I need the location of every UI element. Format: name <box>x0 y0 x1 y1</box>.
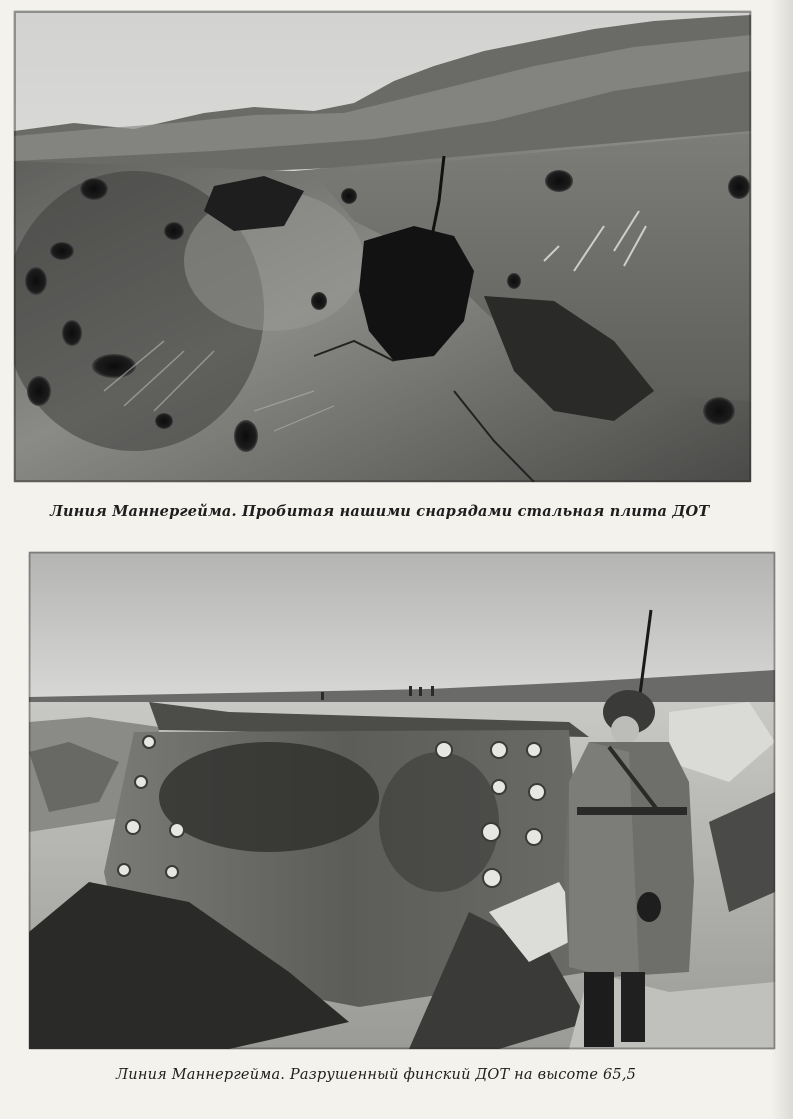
photo-damaged-steel-plate <box>14 11 751 482</box>
caption-destroyed-pillbox: Линия Маннергейма. Разрушенный финский ДОТ на высоте 65,5 <box>116 1067 637 1083</box>
photo-destroyed-pillbox <box>29 552 775 1049</box>
steel-plate-photo-drawing <box>14 11 751 482</box>
pillbox-photo-drawing <box>29 552 775 1049</box>
caption-steel-plate: Линия Маннергейма. Пробитая нашими снарядами стальная плита ДОТ <box>50 503 710 520</box>
